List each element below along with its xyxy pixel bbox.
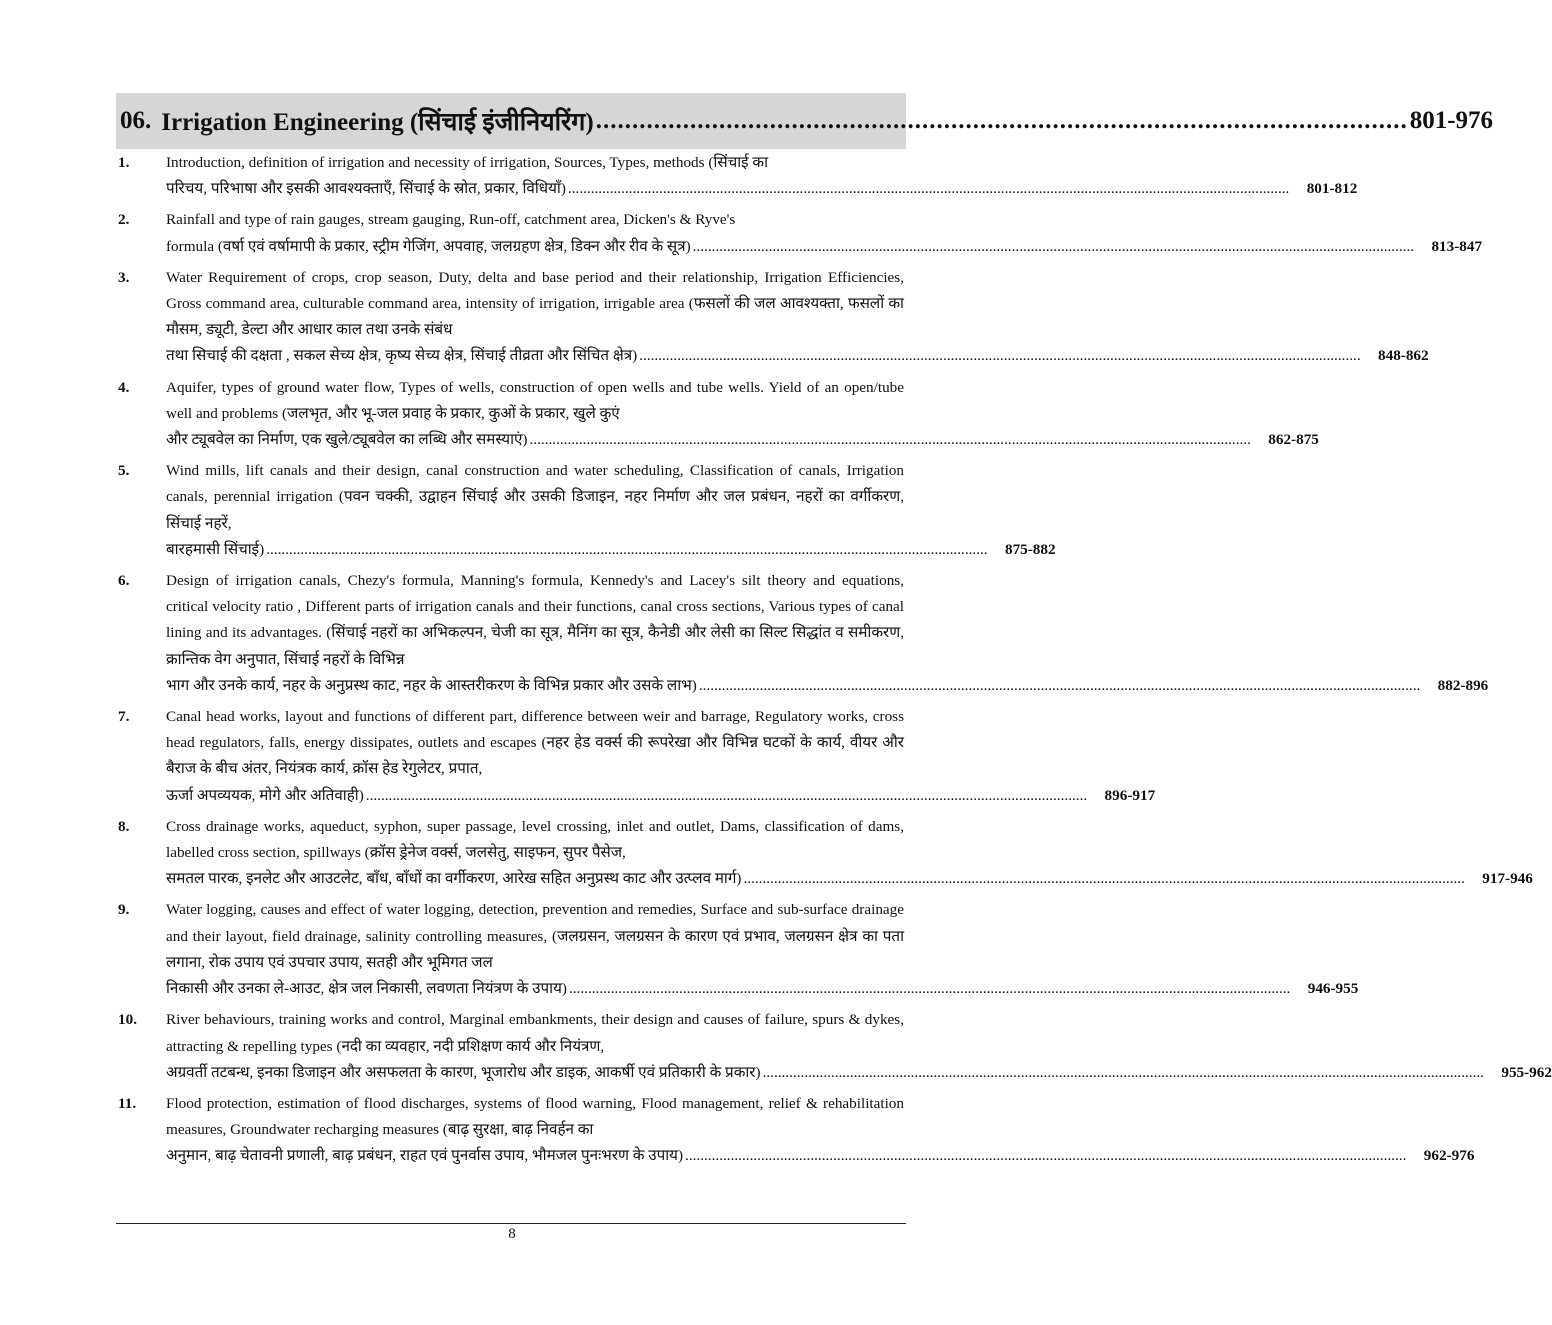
entry-body [166,897,1359,1002]
section-header [116,93,1494,149]
entry-text: Water logging, causes and effect of water logging, detection, prevention and remedies, Surface and sub-surface drainage and their layout, field drainage, salinity controlling measures, (जलग्रसन, जलग्रसन के कारण एवं प्रभाव, जलग्रसन क्षेत्र का पता लगाना, रोक उपाय एवं उपचार उपाय, सतही और भूमिगत जल [166,901,904,971]
entry-text: Wind mills, lift canals and their design, canal construction and water scheduling, Classification of canals, Irrigation canals, perennial irrigation (पवन चक्की, उद्वाहन सिंचाई और उसकी डिजाइन, नहर निर्माण और जल प्रबंधन, नहरों का वर्गीकरण, सिंचाई नहरें, [166,462,904,532]
toc-entry [118,207,1483,259]
toc-entry [118,814,1533,893]
entry-text: Introduction, definition of irrigation and necessity of irrigation, Sources, Types, methods (सिंचाई का [166,154,769,171]
leader-dots [569,976,1290,1002]
entry-number: 6. [118,572,130,590]
entry-body [166,265,1429,370]
entry-number: 4. [118,378,130,396]
entry-number: 5. [118,462,130,480]
entry-page-range: 946-955 [1307,980,1359,998]
entry-body [166,814,1533,893]
entry-body [166,1007,1552,1086]
entry-last-line [166,1060,1552,1086]
entry-number: 11. [118,1094,137,1112]
entry-last-line [166,176,1358,202]
entry-body [166,704,1156,809]
entry-page-range: 896-917 [1104,786,1156,804]
entry-last-line [166,976,1359,1002]
entry-body [166,568,1489,699]
leader-dots [743,866,1464,892]
entry-last-text: ऊर्जा अपव्ययक, मोगे और अतिवाही) [166,786,364,804]
toc-entry [118,458,1056,563]
entry-text: Cross drainage works, aqueduct, syphon, super passage, level crossing, inlet and outlet, Dams, classification of dams, labelled cross section, spillways (क्रॉस ड्रेनेज वर्क्स, जलसेतु, साइफन, सुपर पैसेज, [166,817,904,862]
entry-page-range: 862-875 [1268,431,1319,449]
entry-last-text: परिचय, परिभाषा और इसकी आवश्यक्ताएँ, सिंचाई के स्रोत, प्रकार, विधियाँ) [166,180,566,198]
entry-last-text: तथा सिचाई की दक्षता , सकल सेच्य क्षेत्र, कृष्य सेच्य क्षेत्र, सिंचाई तीव्रता और सिंचित क्षेत्र) [166,347,638,365]
leader-dots [568,176,1289,202]
entry-body [166,375,1319,454]
toc-entry [118,1007,1552,1086]
entry-page-range: 801-812 [1306,180,1358,198]
entry-last-text: बारहमासी सिंचाई) [166,540,265,558]
entry-last-line [166,1143,1475,1169]
entry-text: River behaviours, training works and control, Marginal embankments, their design and causes of failure, spurs & dykes, attracting & repelling types (नदी का व्यवहार, नदी प्रशिक्षण कार्य और नियंत्रण, [166,1011,904,1055]
entry-body [166,458,1056,563]
leader-dots [639,343,1360,369]
entry-last-text: समतल पारक, इनलेट और आउटलेट, बाँध, बाँधों का वर्गीकरण, आरेख सहित अनुप्रस्थ काट और उत्प्लव मार्ग) [166,870,742,888]
entry-last-text: निकासी और उनका ले-आउट, क्षेत्र जल निकासी, लवणता नियंत्रण के उपाय) [166,980,567,998]
entry-number: 2. [118,211,130,229]
entry-number: 3. [118,268,130,286]
toc-entry [118,568,1489,699]
entry-last-text: भाग और उनके कार्य, नहर के अनुप्रस्थ काट, नहर के आस्तरीकरण के विभिन्न प्रकार और उसके लाभ) [166,676,697,694]
footer-divider [116,1223,906,1224]
entry-last-text: अनुमान, बाढ़ चेतावनी प्रणाली, बाढ़ प्रबंधन, राहत एवं पुनर्वास उपाय, भौमजल पुनःभरण के उपाय) [166,1147,684,1165]
entry-page-range: 848-862 [1378,347,1429,365]
toc-entry [118,704,1156,809]
toc-entry [118,375,1319,454]
entry-text: Aquifer, types of ground water flow, Types of wells, construction of open wells and tube wells. Yield of an open/tube well and problems (जलभृत, और भू-जल प्रवाह के प्रकार, कुओं के प्रकार, खुले कुएं [166,378,904,422]
entry-text: Canal head works, layout and functions of different part, difference between weir and barrage, Regulatory works, cross head regulators, falls, energy dissipates, outlets and escapes (नहर हेड वर्क्स की रूपरेखा और विभिन्न घटकों के कार्य, वीयर और बैराज के बीच अंतर, नियंत्रक कार्य, क्रॉस हेड रेगुलेटर, प्रपात, [166,708,904,778]
entry-last-line [166,673,1489,699]
leader-dots [366,783,1087,809]
entry-page-range: 882-896 [1437,676,1489,694]
table-of-contents [118,150,1552,1170]
entry-number: 7. [118,708,130,726]
toc-entry [118,265,1429,370]
entry-page-range: 917-946 [1482,870,1533,888]
entry-last-line [166,783,1156,809]
leader-dots [693,234,1414,260]
entry-last-text: formula (वर्षा एवं वर्षामापी के प्रकार, स्ट्रीम गेजिंग, अपवाह, जलग्रहण क्षेत्र, डिक्न और रीव के सूत्र) [166,237,691,255]
entry-body [166,207,1483,259]
leader-dots [763,1060,1484,1086]
toc-entry [118,897,1359,1002]
section-number: 06. [120,107,152,134]
entry-page-range: 962-976 [1423,1147,1475,1165]
entry-text: Design of irrigation canals, Chezy's formula, Manning's formula, Kennedy's and Lacey's silt theory and equations, critical velocity ratio , Different parts of irrigation canals and their functions, canal cross sections, Various types of canal lining and its advantages. (सिंचाई नहरों का अभिकल्पन, चेजी का सूत्र, मैनिंग का सूत्र, कैनेडी और लेसी का सिल्ट सिद्धांत व समीकरण, क्रान्तिक वेग अनुपात, सिंचाई नहरों के विभिन्न [166,572,904,668]
entry-text: Rainfall and type of rain gauges, stream gauging, Run-off, catchment area, Dicken's & Ryve's [166,211,736,229]
entry-last-line [166,866,1533,892]
entry-last-line [166,427,1319,453]
entry-page-range: 875-882 [1004,540,1056,558]
entry-last-text: अग्रवर्ती तटबन्ध, इनका डिजाइन और असफलता के कारण, भूजारोध और डाइक, आकर्षी एवं प्रतिकारी के प्रकार) [166,1063,761,1081]
toc-entry [118,1091,1475,1170]
leader-dots [699,673,1420,699]
entry-number: 9. [118,901,130,919]
entry-page-range: 813-847 [1431,237,1483,255]
entry-number: 10. [118,1011,137,1029]
section-page-range: 801-976 [1409,107,1494,134]
entry-body [166,150,1358,202]
entry-last-text: और ट्यूबवेल का निर्माण, एक खुले/ट्यूबवेल का लब्धि और समस्याएं) [166,431,528,449]
entry-body [166,1091,1475,1170]
entry-number: 8. [118,817,130,835]
entry-last-line [166,343,1429,369]
entry-last-line [166,537,1056,563]
entry-text: Flood protection, estimation of flood discharges, systems of flood warning, Flood management, relief & rehabilitation measures, Groundwater recharging measures (बाढ़ सुरक्षा, बाढ़ निवर्हन का [166,1094,904,1139]
leader-dots [529,427,1250,453]
section-title: Irrigation Engineering (सिंचाई इंजीनियरिंग) [161,109,594,136]
leader-dots [266,537,987,563]
entry-number: 1. [118,154,130,171]
leader-dots [685,1143,1406,1169]
entry-text: Water Requirement of crops, crop season, Duty, delta and base period and their relationship, Irrigation Efficiencies, Gross command area, culturable command area, intensity of irrigation, irrigable area (फसलों की जल आवश्यक्ता, फसलों का मौसम, ड्यूटी, डेल्टा और आधार काल तथा उनके संबंध [166,268,904,339]
entry-page-range: 955-962 [1501,1063,1552,1081]
toc-entry [118,150,1358,202]
page-number: 8 [508,1226,516,1242]
entry-last-line [166,234,1483,260]
leader-dots [596,107,1408,135]
